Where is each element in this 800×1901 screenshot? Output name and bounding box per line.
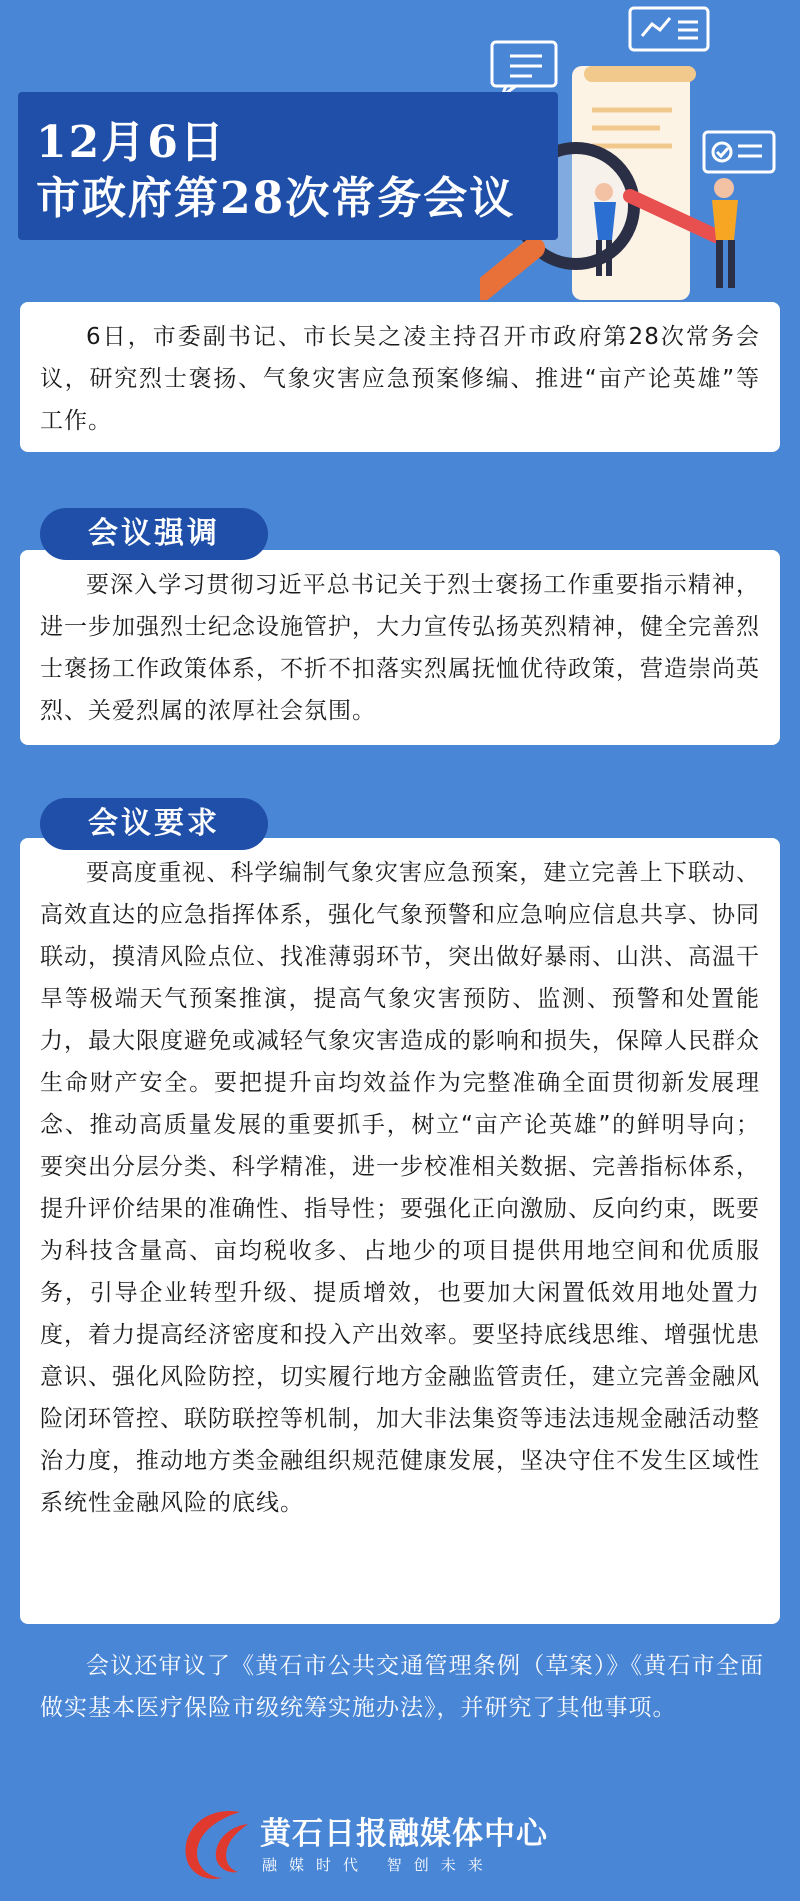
intro-text: 6日，市委副书记、市长吴之凌主持召开市政府第28次常务会议，研究烈士褒扬、气象灾害应急预案修编、推进“亩产论英雄”等工作。 bbox=[40, 324, 760, 434]
requirements-text: 要高度重视、科学编制气象灾害应急预案，建立完善上下联动、高效直达的应急指挥体系，强化气象预警和应急响应信息共享、协同联动，摸清风险点位、找准薄弱环节，突出做好暴雨、山洪、高温干旱等极端天气预案推演，提高气象灾害预防、监测、预警和处置能力，最大限度避免或减轻气象灾害造成的影响和损失，保障人民群众生命财产安全。要把提升亩均效益作为完整准确全面贯彻新发展理念、推动高质量发展的重要抓手，树立“亩产论英雄”的鲜明导向；要突出分层分类、科学精准，进一步校准相关数据、完善指标体系，提升评价结果的准确性、指导性；要强化正向激励、反向约束，既要为科技含量高、亩均税收多、占地少的项目提供用地空间和优质服务，引导企业转型升级、提质增效，也要加大闲置低效用地处置力度，着力提高经济密度和投入产出效率。要坚持底线思维、增强忧患意识、强化风险防控，切实履行地方金融监管责任，建立完善金融风险闭环管控、联防联控等机制，加大非法集资等违法违规金融活动整治力度，推动地方类金融组织规范健康发展，坚决守住不发生区域性系统性金融风险的底线。 bbox=[40, 860, 760, 1516]
emphasis-card bbox=[20, 550, 780, 745]
check-box-icon bbox=[704, 132, 774, 172]
brand-logo-icon bbox=[178, 1804, 260, 1884]
brand-slogan: 融媒时代 智创未来 bbox=[262, 1856, 495, 1874]
chart-box-icon bbox=[630, 8, 708, 50]
intro-card bbox=[20, 302, 780, 452]
requirements-card bbox=[20, 838, 780, 1624]
footer-brand bbox=[178, 1800, 598, 1890]
section-heading-emphasis: 会议强调 bbox=[40, 508, 268, 560]
page-title: 市政府第28次常务会议 bbox=[36, 173, 516, 224]
emphasis-text: 要深入学习贯彻习近平总书记关于烈士褒扬工作重要指示精神，进一步加强烈士纪念设施管护，大力宣传弘扬英烈精神，健全完善烈士褒扬工作政策体系，不折不扣落实烈属抚恤优待政策，营造崇尚英烈、关爱烈属的浓厚社会氛围。 bbox=[40, 572, 760, 724]
outro-text: 会议还审议了《黄石市公共交通管理条例（草案）》《黄石市全面做实基本医疗保险市级统筹实施办法》，并研究了其他事项。 bbox=[40, 1653, 764, 1721]
chat-box-icon bbox=[492, 42, 556, 96]
meeting-date: 12月6日 bbox=[36, 117, 226, 168]
section-heading-requirements: 会议要求 bbox=[40, 798, 268, 850]
brand-name: 黄石日报融媒体中心 bbox=[260, 1816, 548, 1852]
